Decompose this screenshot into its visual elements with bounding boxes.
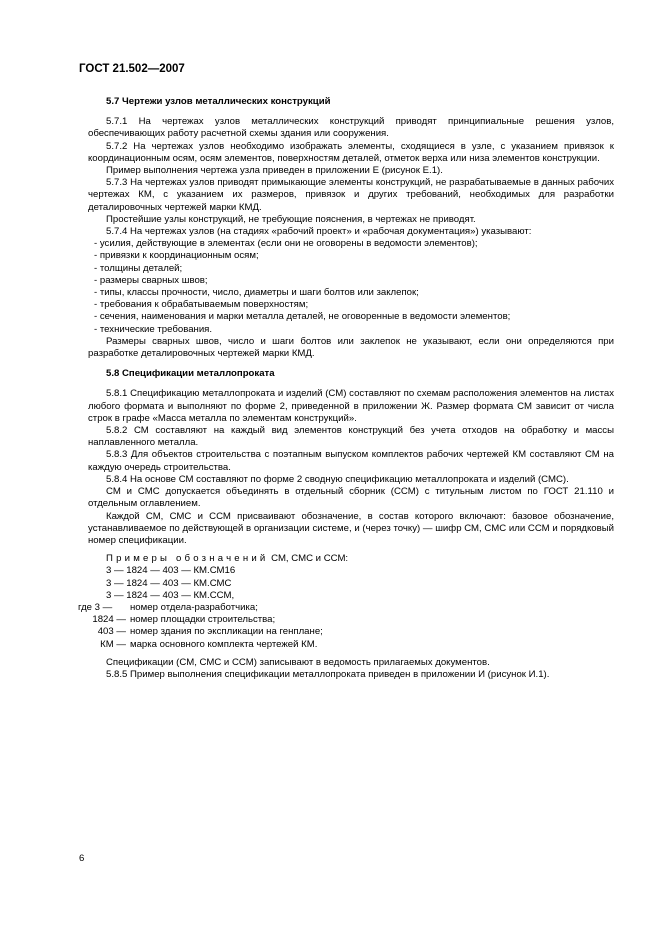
list-item: - усилия, действующие в элементах (если они не оговорены в ведомости элементов);	[94, 238, 478, 250]
paragraph-5-8-1: 5.8.1 Спецификацию металлопроката и изделий (СМ) составляют по схемам расположения элементов на листах любого формата и выполняют по форме 2, приведенной в приложении Ж. Размер формата СМ зависит от числа строк в графе «Масса металла по элементам конструкций».	[88, 388, 614, 424]
list-item: - сечения, наименования и марки металла деталей, не оговоренные в ведомости элементов;	[94, 311, 511, 323]
legend-key: КМ —	[100, 638, 126, 650]
legend-key: где 3 —	[78, 601, 113, 613]
paragraph-5-7-1: 5.7.1 На чертежах узлов металлических конструкций приводят принципиальные решения узлов, обеспечивающих работу расчетной схемы здания или сооружения.	[88, 116, 614, 140]
designation-legend	[78, 602, 614, 651]
document-body	[78, 96, 614, 681]
list-item: - требования к обрабатываемым поверхностям;	[94, 299, 309, 311]
paragraph-5-8-3: 5.8.3 Для объектов строительства с поэтапным выпуском комплектов рабочих чертежей КМ составляют СМ на каждую очередь строительства.	[88, 449, 614, 473]
document-header: ГОСТ 21.502—2007	[79, 63, 185, 75]
legend-row	[78, 614, 614, 626]
legend-key: 403 —	[97, 626, 126, 638]
section-heading-5-8: 5.8 Спецификации металлопроката	[106, 368, 275, 380]
examples-label-tail: СМ, СМС и ССМ:	[268, 553, 349, 565]
page-number: 6	[79, 853, 85, 864]
paragraph-5-7-4: 5.7.4 На чертежах узлов (на стадиях «рабочий проект» и «рабочая документация») указывают:	[106, 226, 532, 238]
examples-label: Примеры обозначений	[106, 553, 269, 565]
paragraph-5-7-3: 5.7.3 На чертежах узлов приводят примыкающие элементы конструкций, не разрабатываемые в данных рабочих чертежах КМ, с указанием их размеров, привязок и других требований, необходимых для разработки деталировочных чертежей марки КМД.	[88, 177, 614, 213]
legend-row	[78, 639, 614, 651]
legend-text: номер площадки строительства;	[130, 614, 276, 626]
paragraph-weld-sizes: Размеры сварных швов, число и шаги болтов или заклепок не указывают, если они определяются при разработке деталировочных чертежей марки КМД.	[88, 335, 614, 360]
paragraph-specifications-record: Спецификации (СМ, СМС и ССМ) записывают в ведомость прилагаемых документов.	[106, 656, 490, 668]
examples-heading	[88, 553, 614, 565]
legend-text: номер здания по экспликации на генплане;	[130, 626, 323, 638]
list-item: - привязки к координационным осям;	[94, 250, 259, 262]
paragraph-5-8-2: 5.8.2 СМ составляют на каждый вид элементов конструкций без учета отходов на обработку и массы наплавленного металла.	[88, 425, 614, 449]
legend-row	[78, 626, 614, 638]
example-designation: 3 — 1824 — 403 — КМ.СМ16	[106, 565, 236, 577]
paragraph-5-8-4: 5.8.4 На основе СМ составляют по форме 2 сводную спецификацию металлопроката и изделий (СМС).	[106, 473, 569, 485]
example-designation: 3 — 1824 — 403 — КМ.СМС	[106, 577, 232, 589]
example-designation: 3 — 1824 — 403 — КМ.ССМ,	[106, 589, 235, 601]
section-heading-5-7: 5.7 Чертежи узлов металлических конструкций	[106, 96, 331, 107]
list-item: - технические требования.	[94, 323, 213, 335]
requirements-list	[88, 238, 614, 336]
paragraph-5-7-2: 5.7.2 На чертежах узлов необходимо изображать элементы, сходящиеся в узле, с указанием привязок к координационным осям, осям элементов, поверхностям деталей, отметок верха или низа элементов конструкции.	[88, 140, 614, 164]
paragraph-ssm-collection: СМ и СМС допускается объединять в отдельный сборник (ССМ) с титульным листом по ГОСТ 21.110 и отдельным оглавлением.	[88, 486, 614, 510]
list-item: - размеры сварных швов;	[94, 274, 208, 286]
paragraph-example-note: Пример выполнения чертежа узла приведен в приложении Е (рисунок Е.1).	[106, 165, 443, 177]
paragraph-5-8-5: 5.8.5 Пример выполнения спецификации металлопроката приведен в приложении И (рисунок И.1).	[106, 668, 550, 680]
list-item: - толщины деталей;	[94, 262, 183, 274]
paragraph-designation: Каждой СМ, СМС и ССМ присваивают обозначение, в состав которого включают: базовое обозначение, устанавливаемое по действующей в организации системе, и (через точку) — шифр СМ, СМС или ССМ и порядковый номер спецификации.	[88, 510, 614, 546]
paragraph-simple-nodes: Простейшие узлы конструкций, не требующие пояснения, в чертежах не приводят.	[106, 213, 476, 225]
legend-text: марка основного комплекта чертежей КМ.	[130, 638, 318, 650]
legend-text: номер отдела-разработчика;	[130, 601, 258, 613]
legend-key: 1824 —	[92, 614, 126, 626]
legend-row	[78, 602, 614, 614]
list-item: - типы, классы прочности, число, диаметры и шаги болтов или заклепок;	[94, 287, 419, 299]
